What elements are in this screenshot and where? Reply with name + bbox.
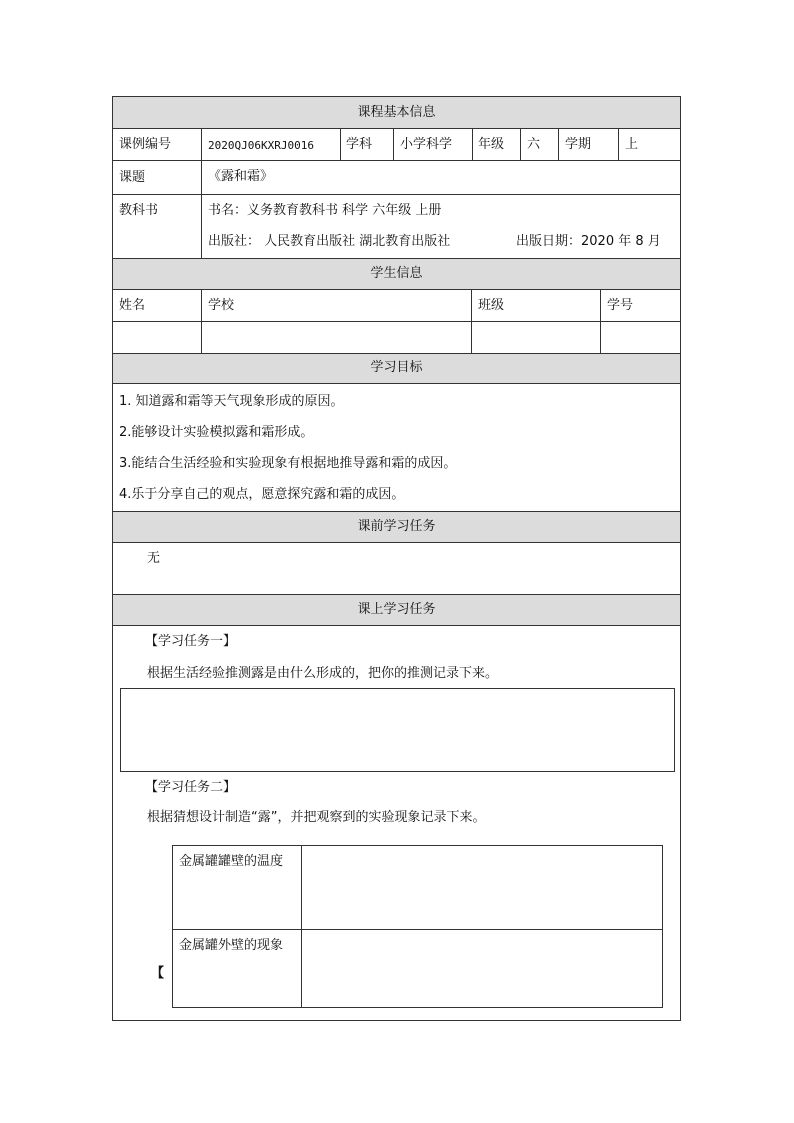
rule [112,321,681,322]
objective-item: 2.能够设计实验模拟露和霜形成。 [119,425,314,440]
rule [112,625,681,626]
rule [201,289,202,353]
grade-label: 年级 [478,137,505,152]
student-school-label: 学校 [208,298,235,313]
bracket-fragment: 【 [151,966,165,981]
term-value: 上 [625,137,639,152]
textbook-pub-date: 出版日期：2020 年 8 月 [516,234,661,249]
rule [112,353,681,354]
task1-title: 【学习任务一】 [145,634,237,649]
observation-cell-temperature[interactable] [302,846,662,929]
term-label: 学期 [565,137,592,152]
section-title-student-info: 学生信息 [370,266,423,281]
rule [112,511,681,512]
subject-label: 学科 [346,137,373,152]
subject-value: 小学科学 [400,137,453,152]
pre-task-content: 无 [147,551,161,566]
task1-prompt: 根据生活经验推测露是由什么形成的，把你的推测记录下来。 [147,666,499,681]
rule [471,289,472,353]
task1-answer-box[interactable] [120,688,675,772]
textbook-label: 教科书 [119,203,159,218]
objective-item: 3.能结合生活经验和实验现象有根据地推导露和霜的成因。 [119,456,457,471]
course-id-label: 课例编号 [119,137,172,152]
observation-row-label-temperature: 金属罐罐壁的温度 [179,854,284,869]
textbook-title: 书名：义务教育教科书 科学 六年级 上册 [208,203,442,218]
rule [112,289,681,290]
section-title-basic-info: 课程基本信息 [357,105,436,120]
rule [618,128,619,160]
rule [600,289,601,353]
rule [112,594,681,595]
section-title-pre-task: 课前学习任务 [357,519,436,534]
section-title-objectives: 学习目标 [370,360,423,375]
rule [340,128,341,160]
rule [558,128,559,160]
observation-cell-phenomenon[interactable] [302,930,662,1007]
course-id-value: 2020QJ06KXRJ0016 [208,139,314,152]
task2-title: 【学习任务二】 [145,780,237,795]
rule [112,194,681,195]
objective-item: 4.乐于分享自己的观点，愿意探究露和霜的成因。 [119,487,405,502]
topic-label: 课题 [119,170,146,185]
student-class-label: 班级 [478,298,505,313]
rule [112,128,681,129]
topic-value: 《露和霜》 [208,169,274,184]
grade-value: 六 [527,137,541,152]
rule [112,542,681,543]
rule [112,383,681,384]
rule [520,128,521,160]
objective-item: 1. 知道露和霜等天气现象形成的原因。 [119,394,344,409]
textbook-publisher: 出版社： 人民教育出版社 湖北教育出版社 [208,234,451,249]
section-title-in-class-task: 课上学习任务 [357,602,436,617]
rule [201,128,202,258]
observation-row-label-phenomenon: 金属罐外壁的现象 [179,938,284,953]
rule [472,128,473,160]
student-name-label: 姓名 [119,298,146,313]
rule [393,128,394,160]
rule [112,160,681,161]
rule [112,258,681,259]
student-number-label: 学号 [607,298,634,313]
task2-prompt: 根据猜想设计制造“露”，并把观察到的实验现象记录下来。 [147,810,486,825]
